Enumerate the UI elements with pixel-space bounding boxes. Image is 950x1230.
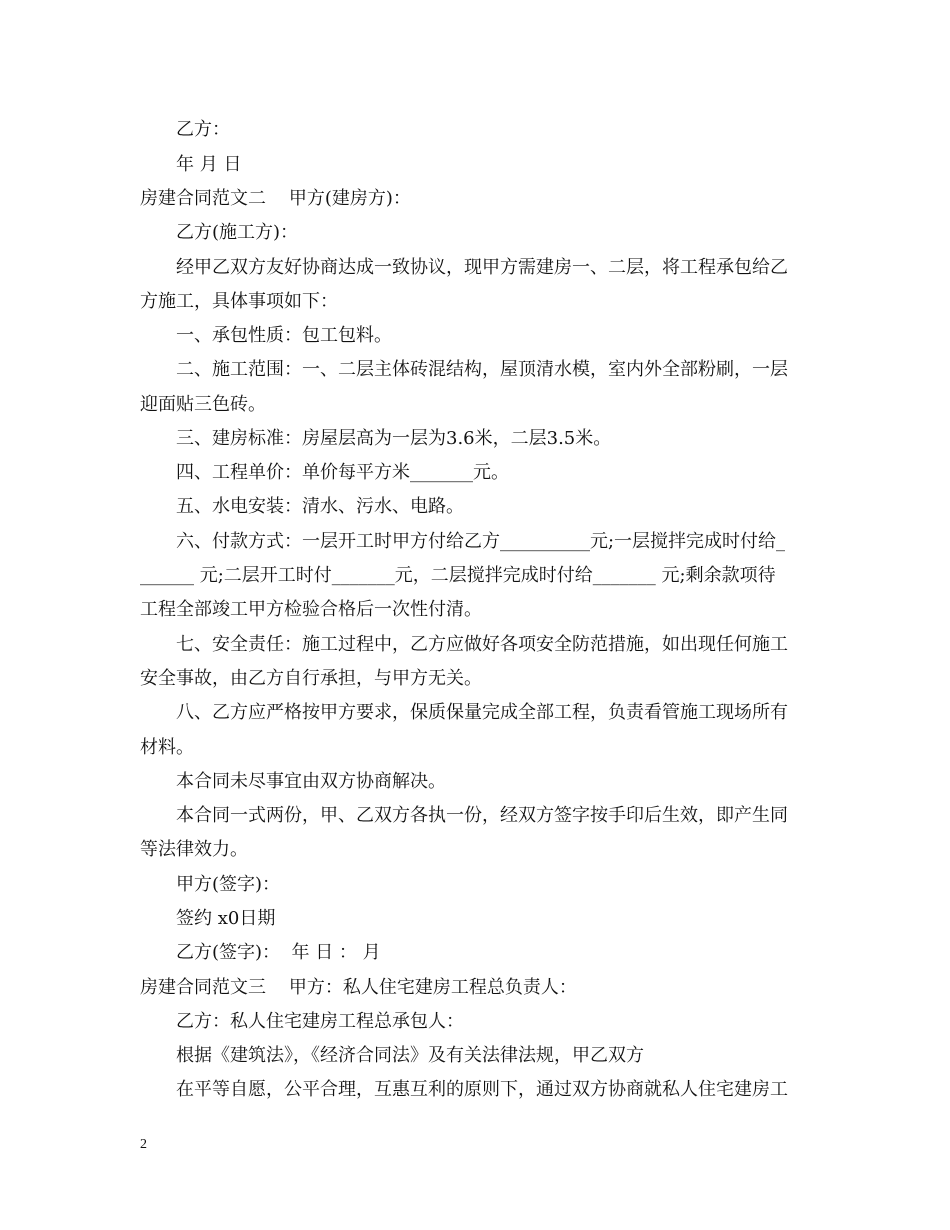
text-line: 七、安全责任：施工过程中，乙方应做好各项安全防范措施，如出现任何施工 (176, 634, 788, 655)
text-line: 六、付款方式：一层开工时甲方付给乙方__________元;一层搅拌完成时付给_ (176, 531, 786, 552)
text-line: 乙方： (176, 119, 230, 140)
text-line: 签约 x0日期 (176, 908, 276, 929)
text-line: ______ 元;二层开工时付_______元，二层搅拌完成时付给_______ 元;剩余款项待 (140, 565, 776, 586)
text-line: 三、建房标准：房屋层高为一层为3.6米，二层3.5米。 (176, 428, 612, 449)
text-line: 安全事故，由乙方自行承担，与甲方无关。 (140, 668, 482, 689)
text-line: 八、乙方应严格按甲方要求，保质保量完成全部工程，负责看管施工现场所有 (176, 702, 788, 723)
text-line: 根据《建筑法》，《经济合同法》及有关法律法规，甲乙双方 (176, 1045, 644, 1066)
text-line: 乙方(施工方)： (176, 222, 299, 243)
text-line: 年 月 日 (176, 154, 242, 175)
text-line: 工程全部竣工甲方检验合格后一次性付清。 (140, 599, 482, 620)
section-heading: 房建合同范文二 甲方(建房方)： (140, 188, 411, 209)
text-line: 经甲乙双方友好协商达成一致协议，现甲方需建房一、二层，将工程承包给乙 (176, 257, 788, 278)
text-line: 方施工，具体事项如下： (140, 291, 338, 312)
text-line: 迎面贴三色砖。 (140, 394, 266, 415)
text-line: 材料。 (140, 737, 194, 758)
page-number: 2 (140, 1137, 147, 1152)
text-line: 在平等自愿，公平合理，互惠互利的原则下，通过双方协商就私人住宅建房工 (176, 1079, 788, 1100)
text-line: 五、水电安装：清水、污水、电路。 (176, 496, 464, 517)
section-heading: 房建合同范文三 甲方：私人住宅建房工程总负责人： (140, 977, 577, 998)
text-line: 等法律效力。 (140, 839, 248, 860)
text-line: 一、承包性质：包工包料。 (176, 325, 392, 346)
text-line: 四、工程单价：单价每平方米_______元。 (176, 462, 509, 483)
text-line: 二、施工范围：一、二层主体砖混结构，屋顶清水模，室内外全部粉刷，一层 (176, 359, 788, 380)
text-line: 本合同一式两份，甲、乙双方各执一份，经双方签字按手印后生效，即产生同 (176, 805, 788, 826)
text-line: 甲方(签字)： (176, 874, 281, 895)
text-line: 乙方(签字)： 年 日 ： 月 (176, 942, 381, 963)
text-line: 本合同未尽事宜由双方协商解决。 (176, 771, 446, 792)
text-line: 乙方：私人住宅建房工程总承包人： (176, 1011, 464, 1032)
